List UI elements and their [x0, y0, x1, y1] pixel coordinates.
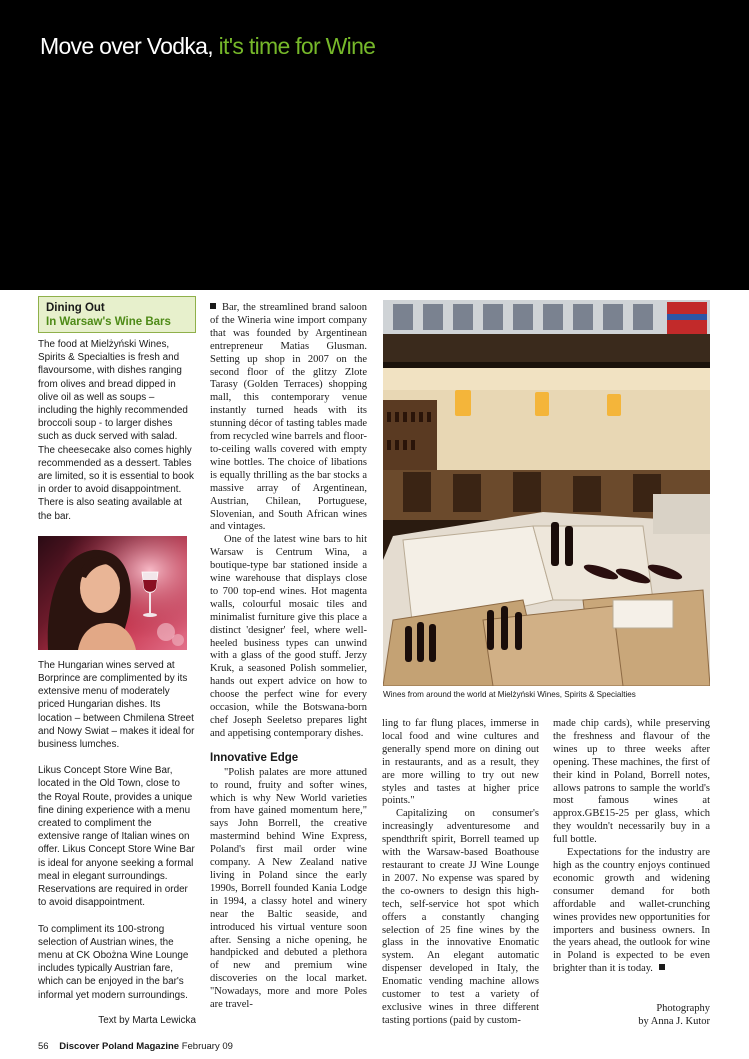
headline-main: Move over Vodka,	[40, 33, 213, 59]
magazine-name: Discover Poland Magazine	[59, 1041, 180, 1052]
article-text: Expectations for the industry are high as the country enjoys continued economic growth and widening consumer demand for both affordable and wallet-crunching wines provides new opportunities for importers and business owners. In the years ahead, the outlook for wine in Poland is expected to be even brighter than it is today.	[553, 847, 710, 975]
end-of-article-square-icon	[659, 964, 665, 970]
article-paragraph: made chip cards), while preserving the freshness and flavour of the wines up to three weeks after opening. These machines, the first of their kind in Poland, Borrell notes, allows patrons to sample the world's most famous wines at approx.GB£15-25 per glass, which they wouldn't necessarily buy in a full bottle.	[553, 718, 710, 846]
paragraph-start-square-icon	[210, 303, 216, 309]
article-paragraph: Capitalizing on consumer's increasingly adventuresome and spendthrift spirit, Borrell teamed up with the Warsaw-based Boathouse restaurant to create JJ Wine Lounge in 2007. No expense was spared by the co-owners to design this high-tech, self-service hot spot which offers a constantly changing selection of 25 fine wines by the glass in the innovative Enomatic system. An elegant automatic dispenser developed in Italy, the Enomatic vending machine allows customer to test a variety of exclusive wines in three different tasting portions (paid by custom-	[382, 808, 539, 1026]
photo-credit-line-1: Photography	[656, 1003, 710, 1014]
article-column-2	[382, 718, 539, 1028]
article-paragraph: One of the latest wine bars to hit Warsaw is Centrum Wina, a boutique-type bar stationed inside a wine warehouse that displays close to 700 top-end wines. Hot magenta walls, colourful mosaic tiles and minimalist furniture give this place a distinct 'designer' feel, where well-heeled business types can unwind with a glass of the good stuff. Jerzy Kruk, a seasoned Polish sommelier, hands out expert advice on how to choose the perfect wine for every occasion, while the Botswana-born chef Joseph Seeletso prepares light and appetising contemporary dishes.	[210, 534, 367, 739]
article-column-1	[210, 302, 367, 1012]
sidebar-title: Dining Out	[46, 302, 105, 314]
sidebar-paragraph-ck-obozna: To compliment its 100-strong selection of Austrian wines, the menu at CK Obożna Wine Lounge includes typically Austrian fare, which can be enjoyed in the bar's informal yet modern surroundings.	[38, 923, 189, 1001]
text-credit: Text by Marta Lewicka	[98, 1014, 196, 1026]
issue-date: February 09	[181, 1041, 233, 1052]
photo-caption: Wines from around the world at Mielżyński Wines, Spirits & Specialties	[383, 690, 636, 699]
article-text: Bar, the streamlined brand saloon of the Wineria wine import company that was founded by Argentinean entrepreneur Matias Glusman. Setting up shop in 2007 on the second floor of the glitzy Zlote Tarasy (Golden Terraces) shopping mall, this contemporary venue instantly turned heads with its stunning décor of tasting tables made from recycled wine barrels and floor-to-ceiling walls covered with empty wine bottles. The choice of libations is equally thrilling as the bar stocks a massive array of Argentinean, Austrian, Chilean, Portuguese, Slovenian, and South African wines and vintages.	[210, 302, 367, 533]
article-paragraph: "Polish palates are more attuned to round, fruity and softer wines, which is why New World varieties from have gained momentum here," says John Borrell, the creative mastermind behind Wine Express, Poland's first mail order wine company. A New Zealand native living in Poland since the early 1990s, Borrell founded Kania Lodge in 1994, a classy hotel and winery near the Baltic seaside, and introduced his virtual venture soon after. Sensing a niche opening, he handpicked and debuted a plethora of new and premium wine discoveries on the local market. "Nowadays, more and more Poles are travel-	[210, 766, 367, 1011]
article-paragraph	[553, 847, 710, 976]
photo-credit-line-2: by Anna J. Kutor	[638, 1016, 710, 1027]
page-number: 56	[38, 1041, 49, 1052]
sidebar-paragraph-borprince: The Hungarian wines served at Borprince are complimented by its extensive menu of moderately priced Hungarian dishes. Its location – between Chmilena Street and Nowy Swiat – makes it ideal for business lumches.	[38, 659, 195, 751]
article-paragraph	[210, 302, 367, 534]
sidebar-header-box	[38, 296, 196, 333]
article-column-3	[553, 718, 710, 976]
photography-credit	[600, 1002, 710, 1028]
dining-out-sidebar	[38, 296, 196, 1026]
sidebar-subtitle: In Warsaw's Wine Bars	[46, 316, 171, 328]
sidebar-paragraph-mielzynski: The food at Mielżyński Wines, Spirits & Specialties is fresh and flavoursome, with dishes ranging from olives and bread dipped in olive oil as well as soups – including the highly recommended broccoli soup - to larger dishes such as duck served with salad. The cheesecake also comes highly recommended as a dessert. Tables are limited, so it is essential to book in order to avoid disappointment. There is also seating available at the bar.	[38, 339, 194, 522]
wine-store-photo	[383, 300, 710, 686]
page-footer	[38, 1041, 233, 1052]
woman-with-wine-illustration	[38, 536, 187, 650]
sidebar-paragraph-likus: Likus Concept Store Wine Bar, located in the Old Town, close to the Royal Route, provides a unique fine dining experience with a menu created to compliment the extensive range of Italian wines on offer. Likus Concept Store Wine Bar is ideal for anyone seeking a formal meal in elegant surroundings. Reservations are required in order to avoid disappointment.	[38, 765, 195, 909]
section-heading: Innovative Edge	[210, 751, 299, 764]
wine-store-illustration	[383, 300, 710, 686]
woman-with-wine-photo	[38, 536, 187, 650]
headline	[40, 33, 375, 60]
article-paragraph: ling to far flung places, immerse in local food and wine cultures and generally spend more on dining out in restaurants, and as a result, they are more willing to try out new styles and tastes at higher price points."	[382, 718, 539, 807]
headline-accent: it's time for Wine	[218, 33, 376, 59]
